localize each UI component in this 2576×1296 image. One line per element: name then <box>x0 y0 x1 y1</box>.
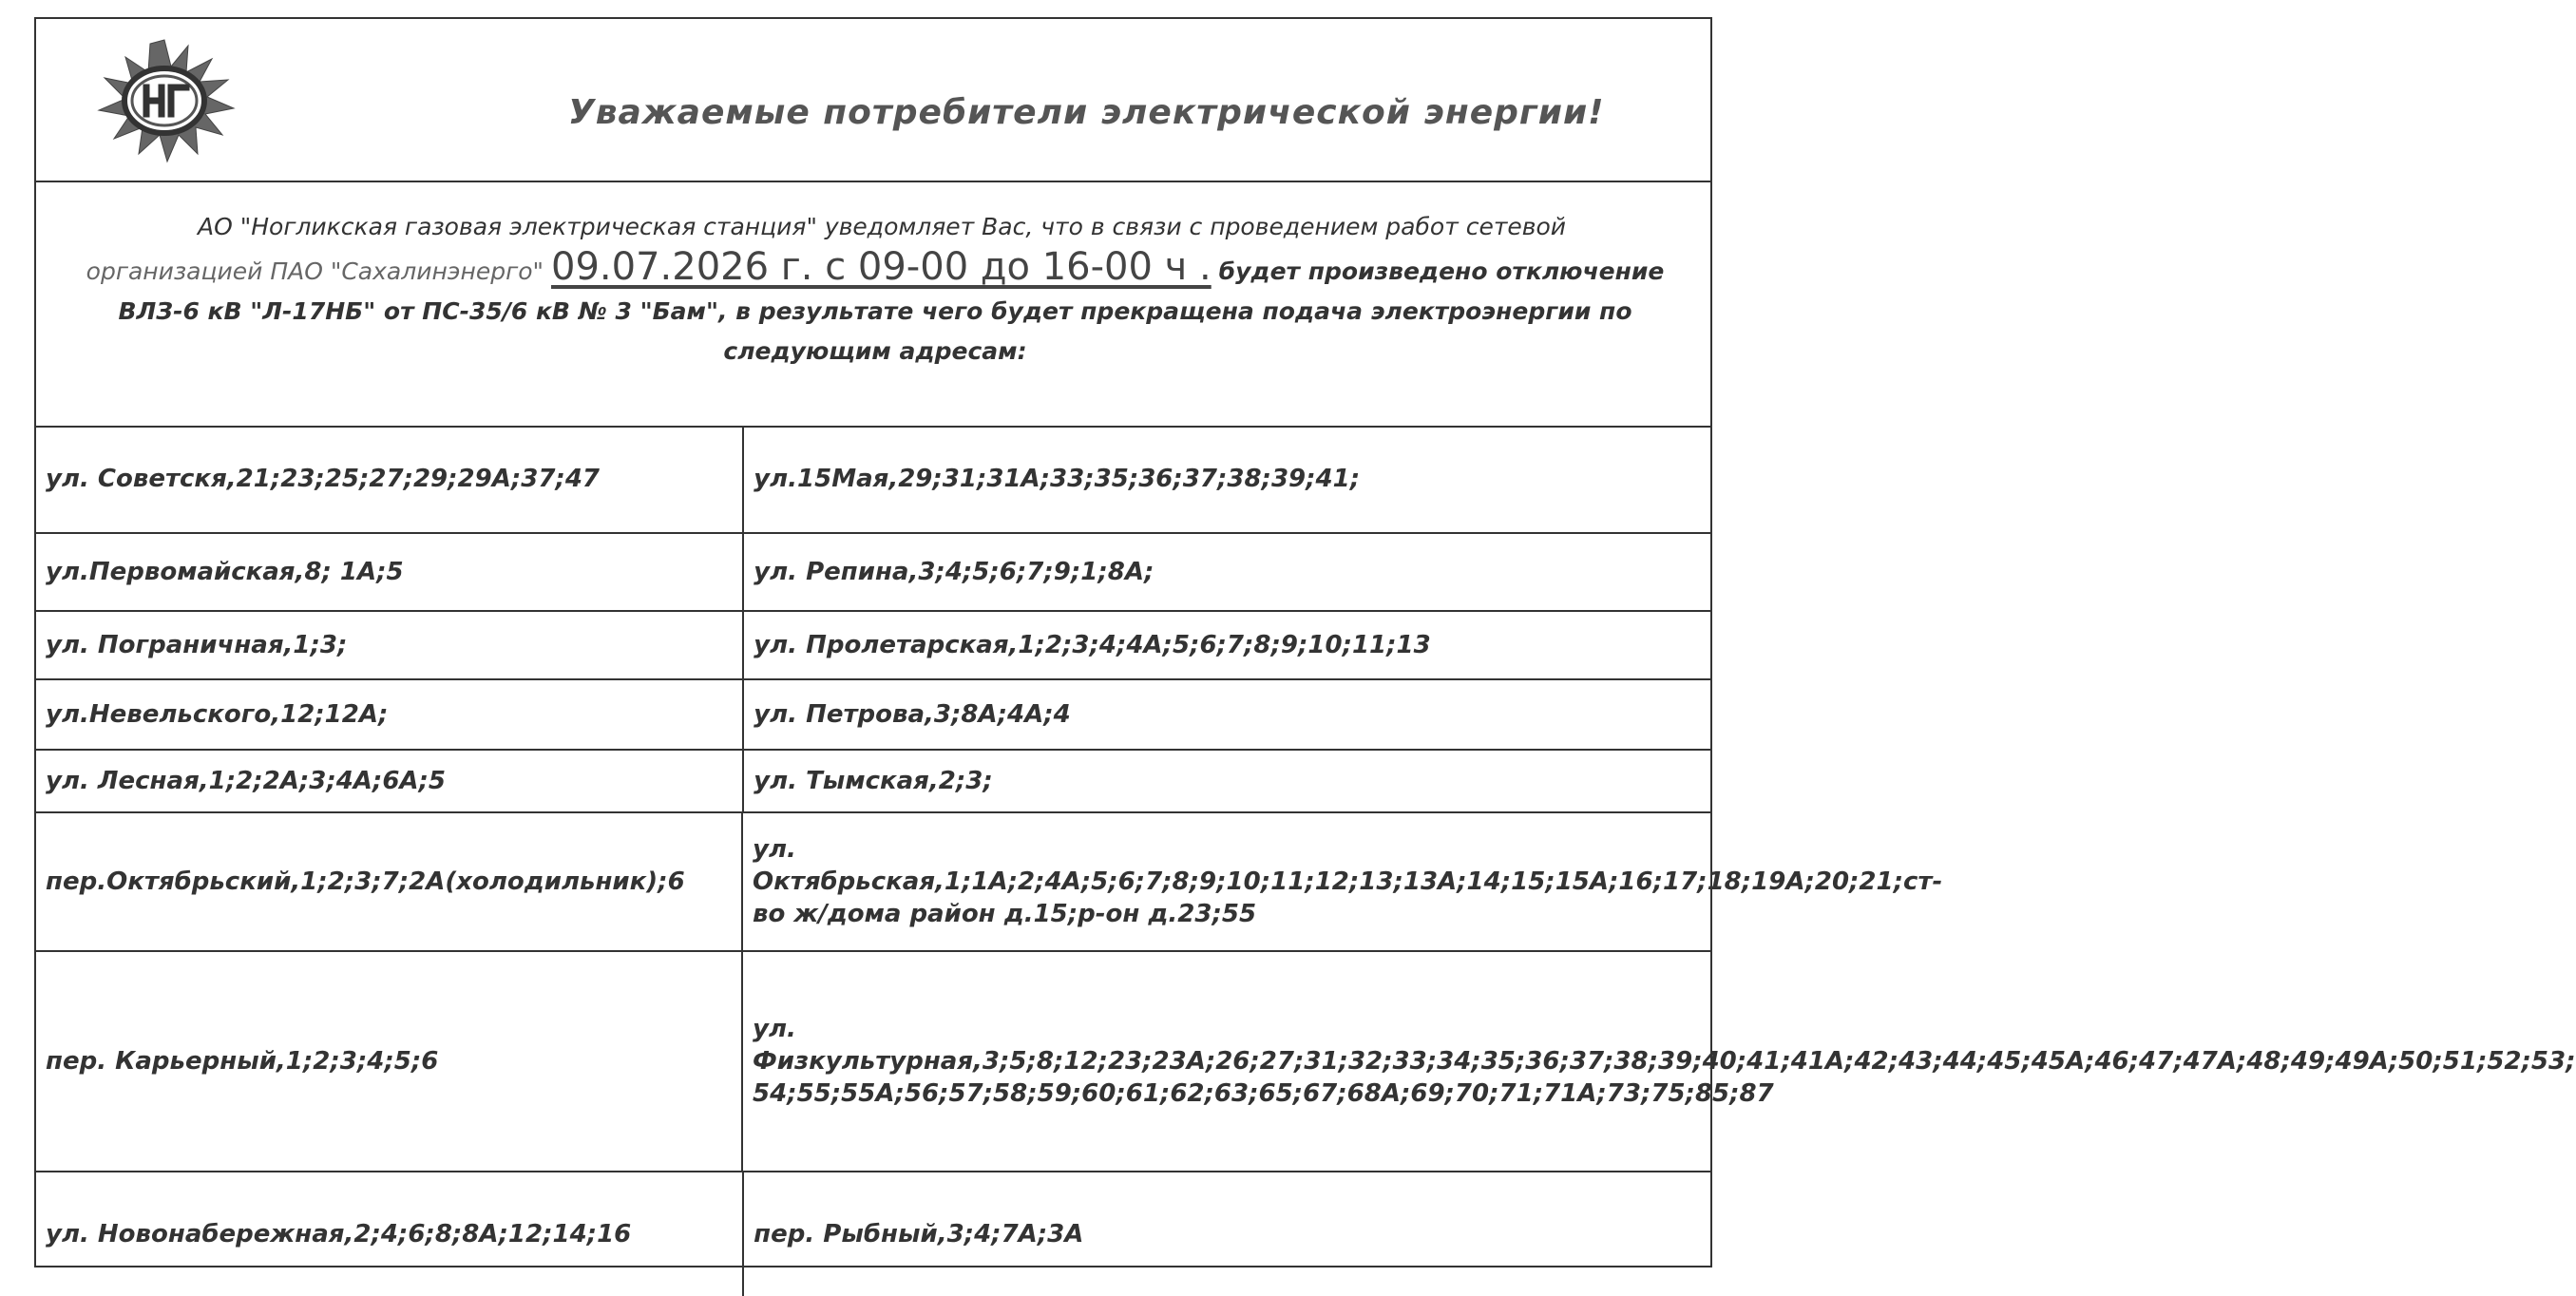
address-cell-right: ул. Октябрьская,1;1А;2;4А;5;6;7;8;9;10;11;12;13;13А;14;15;15А;16;17;18;19А;20;21;ст-во ж/дома район д.15;р-он д.23;55 <box>753 835 1943 928</box>
notice-frame <box>34 17 2576 1267</box>
notice-text <box>36 207 1714 372</box>
address-cell-left: ул. Лесная,1;2;2А;3;4А;6А;5 <box>36 751 744 811</box>
address-cell-right: ул. Пролетарская,1;2;3;4;4А;5;6;7;8;9;10;11;13 <box>754 631 1431 659</box>
address-table <box>36 426 2576 1296</box>
address-cell-left: ул.Первомайская,8; 1А;5 <box>36 534 744 610</box>
address-cell-left: ул. Новонабережная,2;4;6;8;8А;12;14;16 <box>36 1172 744 1296</box>
address-cell-right: ул. Репина,3;4;5;6;7;9;1;8А; <box>754 558 1154 586</box>
table-row <box>36 751 1710 813</box>
notice-row <box>36 181 1710 428</box>
table-row <box>36 426 1710 534</box>
notice-part1: АО "Ногликская газовая электрическая станция" уведомляет Вас, что в связи с проведением работ сетевой <box>198 213 1567 240</box>
address-cell-right: ул. Петрова,3;8А;4А;4 <box>754 700 1071 729</box>
table-row <box>36 680 1710 751</box>
address-cell-left: пер. Карьерный,1;2;3;4;5;6 <box>36 952 743 1171</box>
notice-organization: организацией ПАО "Сахалинэнерго" <box>86 257 544 285</box>
address-cell-right: ул. Тымская,2;3; <box>754 767 993 795</box>
company-logo-icon <box>84 29 245 171</box>
address-cell-left: ул. Советскя,21;23;25;27;29;29А;37;47 <box>36 426 744 532</box>
table-row <box>36 534 1710 612</box>
table-row <box>36 952 2576 1172</box>
table-row <box>36 612 1710 680</box>
address-cell-right: пер. Рыбный,3;4;7А;3А <box>754 1220 1084 1248</box>
address-cell-right: ул. Физкультурная,3;5;8;12;23;23А;26;27;31;32;33;34;35;36;37;38;39;40;41;41А;42;43;44;45;45А;46;47;47А;48;49;49А;50;51;52;53; 54;55;55А;56;57;58;59;60;61;62;63;65;67;68А;69;70;71;71А;73;75;85;87 <box>753 1015 2576 1108</box>
notice-part2: будет произведено отключение ВЛЗ-6 кВ "Л-17НБ" от ПС-35/6 кВ № 3 "Бам", в результате чего будет прекращена подача электроэнергии по следующим адресам: <box>118 257 1665 365</box>
address-cell-left: пер.Октябрьский,1;2;3;7;2А(холодильник);6 <box>36 813 743 950</box>
address-cell-right: ул.15Мая,29;31;31А;33;35;36;37;38;39;41; <box>754 465 1361 493</box>
header-row <box>36 19 1710 182</box>
page-title: Уважаемые потребители электрической энергии! <box>568 93 1605 132</box>
table-row <box>36 813 1943 952</box>
address-cell-left: ул.Невельского,12;12А; <box>36 680 744 749</box>
outage-date-time: 09.07.2026 г. с 09-00 до 16-00 ч . <box>551 245 1212 289</box>
address-cell-left: ул. Пограничная,1;3; <box>36 612 744 678</box>
table-row <box>36 1172 1710 1296</box>
